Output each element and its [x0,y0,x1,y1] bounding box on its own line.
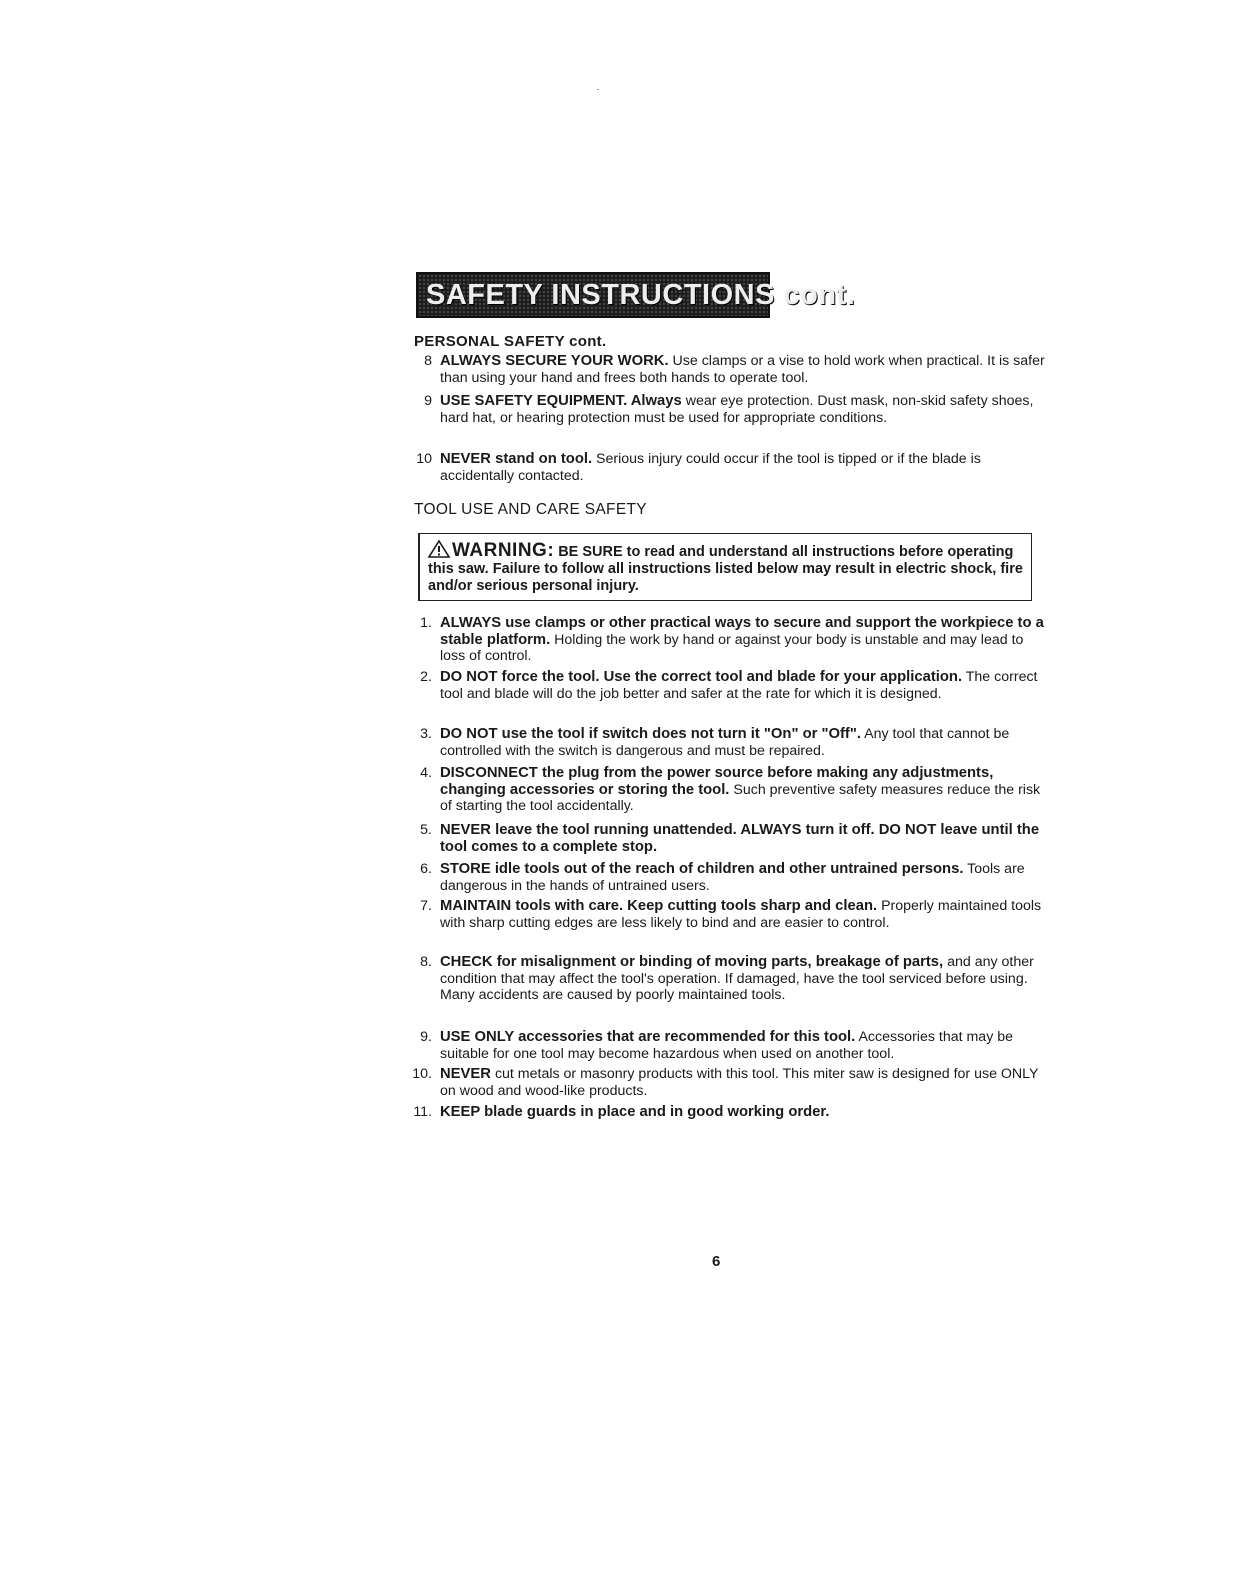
item-lead: ALWAYS SECURE YOUR WORK. [440,353,669,369]
item-number: 10 [416,451,432,467]
item-number: 8 [424,353,432,369]
item-text: Any tool that cannot be controlled with the switch is dangerous and must be repaired. [440,726,1010,759]
item-text: Such preventive safety measures reduce the risk of starting the tool accidentally. [440,781,1041,814]
item-lead: NEVER stand on tool. [440,451,593,467]
item-lead: DO NOT use the tool if switch does not turn it "On" or "Off". [440,726,861,742]
item-text: Properly maintained tools with sharp cutting edges are less likely to bind and are easier to control. [440,898,1042,931]
warning-box [418,533,1032,601]
item-lead: ALWAYS use clamps or other practical ways to secure and support the workpiece to a stable platform. [440,615,1044,648]
list-item [410,669,1050,702]
item-number: 7. [420,898,432,914]
list-item [410,393,1050,426]
item-lead: DO NOT force the tool. Use the correct tool and blade for your application. [440,669,963,685]
item-lead: STORE idle tools out of the reach of children and other untrained persons. [440,861,964,877]
list-item [410,1104,1050,1121]
personal-safety-heading: PERSONAL SAFETY cont. [414,333,607,350]
section-banner [416,272,856,318]
item-lead: NEVER leave the tool running unattended. ALWAYS turn it off. DO NOT leave until the tool comes to a complete stop. [440,822,1040,855]
warning-text: BE SURE to read and understand all instructions before operating this saw. Failure to follow all instructions listed below may result in electric shock, fire and/or serious personal injury. [428,544,1023,594]
warning-label: WARNING: [452,540,555,561]
item-text: Accessories that may be suitable for one tool may become hazardous when used on another tool. [440,1029,1014,1062]
item-number: 3. [420,726,432,742]
item-number: 6. [420,861,432,877]
list-item [410,353,1050,386]
item-number: 9 [424,393,432,409]
item-number: 4. [420,765,432,781]
item-number: 1. [420,615,432,631]
item-number: 10. [412,1066,432,1082]
list-item [410,451,1050,484]
list-item [410,1029,1050,1062]
warning-triangle-icon [428,540,450,558]
scan-speck [597,89,599,90]
item-lead: CHECK for misalignment or binding of moving parts, breakage of parts, [440,954,944,970]
list-item [410,822,1050,855]
list-item [410,861,1050,894]
item-lead: NEVER [440,1066,491,1082]
item-text: The correct tool and blade will do the job better and safer at the rate for which it is designed. [440,669,1038,702]
list-item [410,1066,1050,1099]
banner-title: SAFETY INSTRUCTIONS cont. [426,278,856,311]
item-text: wear eye protection. Dust mask, non-skid safety shoes, hard hat, or hearing protection must be used for appropriate conditions. [440,393,1034,426]
item-text: cut metals or masonry products with this tool. This miter saw is designed for use ONLY on wood and wood-like products. [440,1066,1039,1099]
list-item [410,726,1050,759]
item-lead: MAINTAIN tools with care. Keep cutting tools sharp and clean. [440,898,878,914]
item-number: 5. [420,822,432,838]
list-item [410,898,1050,931]
item-lead: USE SAFETY EQUIPMENT. Always [440,393,682,409]
item-text: Holding the work by hand or against your body is unstable and may lead to loss of control. [440,631,1024,664]
item-lead: DISCONNECT the plug from the power source before making any adjustments, changing accessories or storing the tool. [440,765,994,798]
list-item [410,615,1050,665]
item-text: Tools are dangerous in the hands of untrained users. [440,861,1025,894]
item-text: and any other condition that may affect the tool's operation. If damaged, have the tool serviced before using. Many accidents are caused by poorly maintained tools. [440,954,1034,1003]
item-text: Use clamps or a vise to hold work when practical. It is safer than using your hand and frees both hands to operate tool. [440,353,1045,386]
page-number: 6 [712,1253,721,1270]
list-item [410,765,1050,815]
item-number: 9. [420,1029,432,1045]
item-number: 11. [413,1104,432,1120]
item-number: 2. [420,669,432,685]
list-item [410,954,1050,1004]
item-lead: USE ONLY accessories that are recommended for this tool. [440,1029,856,1045]
item-text: Serious injury could occur if the tool is tipped or if the blade is accidentally contacted. [440,451,981,484]
item-number: 8. [420,954,432,970]
tool-use-heading: TOOL USE AND CARE SAFETY [414,501,647,518]
item-lead: KEEP blade guards in place and in good working order. [440,1104,830,1120]
